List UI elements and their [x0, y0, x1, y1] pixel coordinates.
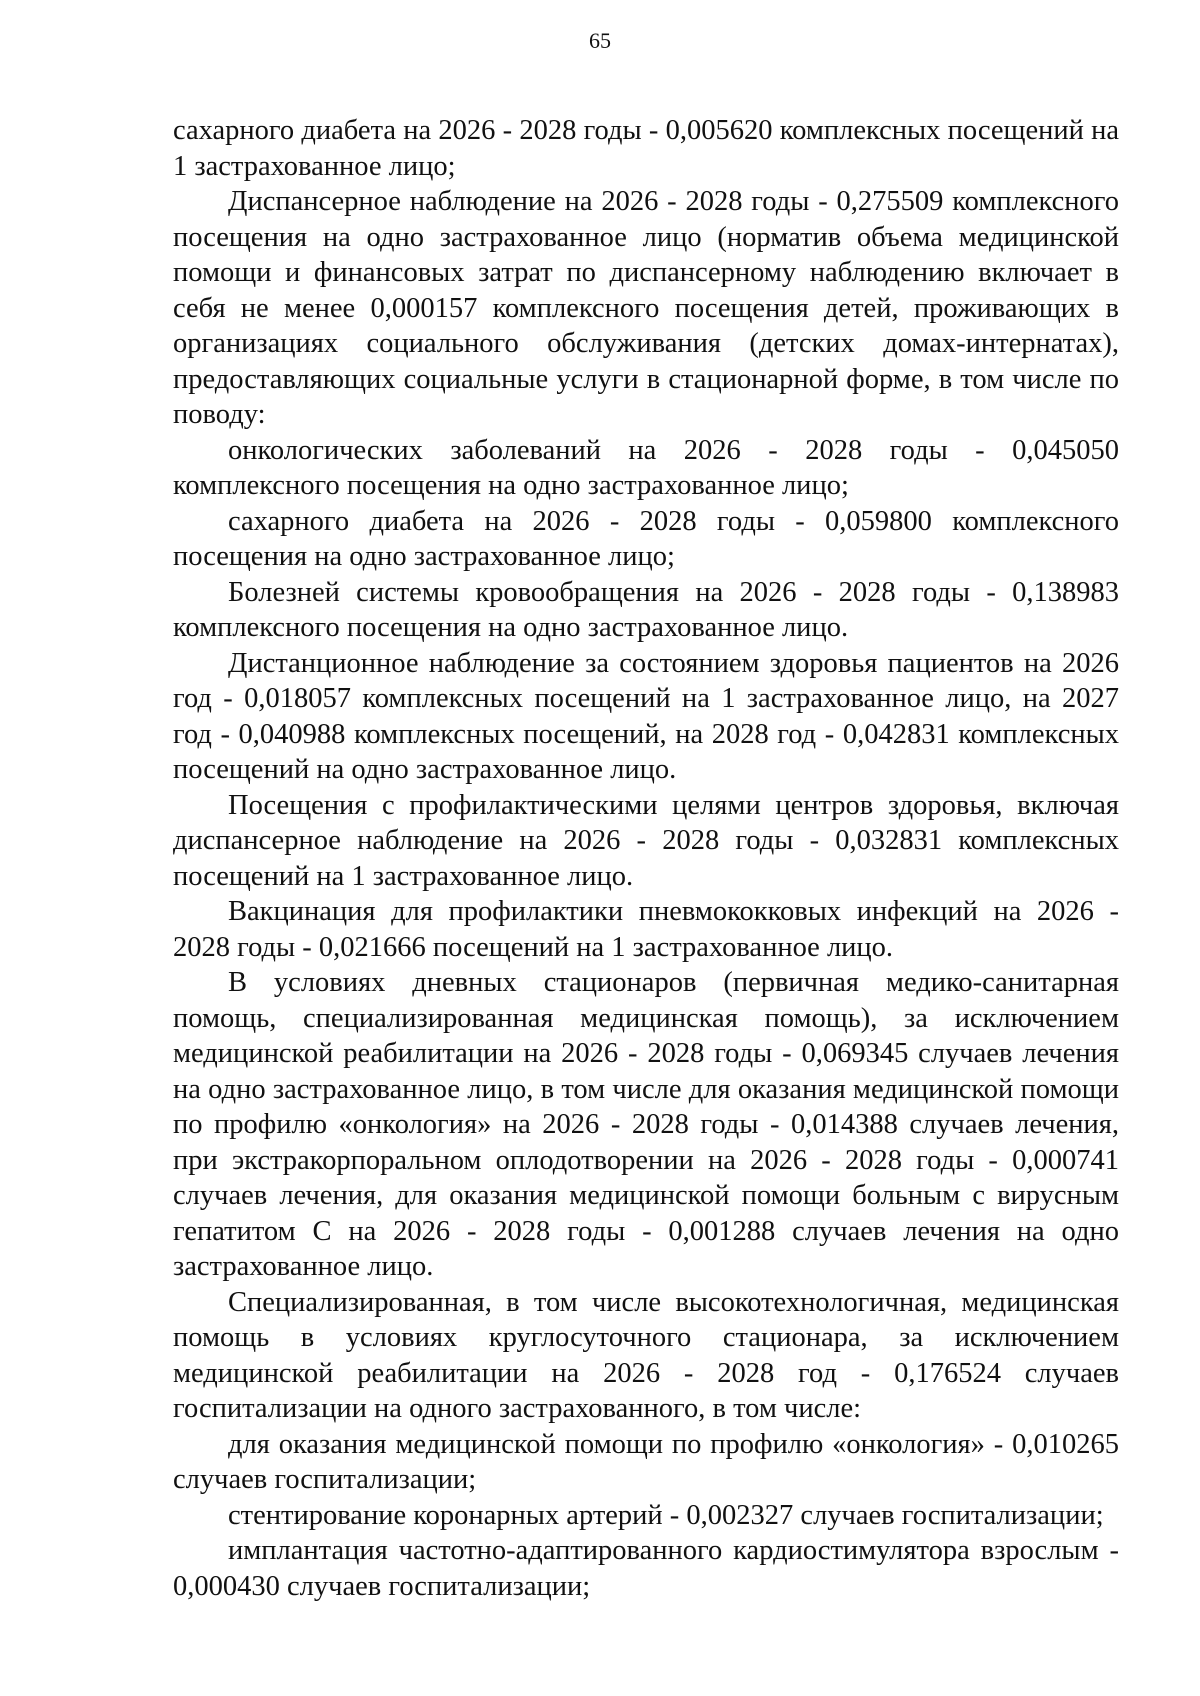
- paragraph: Специализированная, в том числе высокотехнологичная, медицинская помощь в условиях круглосуточного стационара, за исключением медицинской реабилитации на 2026 - 2028 год - 0,176524 случаев госпитализации на одного застрахованного, в том числе:: [173, 1286, 1119, 1424]
- paragraph: для оказания медицинской помощи по профилю «онкология» - 0,010265 случаев госпитализации;: [173, 1428, 1119, 1495]
- paragraph: Дистанционное наблюдение за состоянием здоровья пациентов на 2026 год - 0,018057 комплексных посещений на 1 застрахованное лицо, на 2027 год - 0,040988 комплексных посещений, на 2028 год - 0,042831 комплексных посещений на одно застрахованное лицо.: [173, 647, 1119, 785]
- paragraph: сахарного диабета на 2026 - 2028 годы - 0,005620 комплексных посещений на 1 застрахованное лицо;: [173, 115, 1119, 182]
- paragraph: онкологических заболеваний на 2026 - 2028 годы - 0,045050 комплексного посещения на одно застрахованное лицо;: [173, 434, 1119, 501]
- paragraph: стентирование коронарных артерий - 0,002327 случаев госпитализации;: [228, 1499, 1104, 1531]
- paragraph: В условиях дневных стационаров (первичная медико-санитарная помощь, специализированная медицинская помощь), за исключением медицинской реабилитации на 2026 - 2028 годы - 0,069345 случаев лечения на одно застрахованное лицо, в том числе для оказания медицинской помощи по профилю «онкология» на 2026 - 2028 годы - 0,014388 случаев лечения, при экстракорпоральном оплодотворении на 2026 - 2028 годы - 0,000741 случаев лечения, для оказания медицинской помощи больным с вирусным гепатитом С на 2026 - 2028 годы - 0,001288 случаев лечения на одно застрахованное лицо.: [173, 967, 1119, 1282]
- paragraph: Вакцинация для профилактики пневмококковых инфекций на 2026 - 2028 годы - 0,021666 посещений на 1 застрахованное лицо.: [173, 896, 1119, 963]
- paragraph: Болезней системы кровообращения на 2026 - 2028 годы - 0,138983 комплексного посещения на одно застрахованное лицо.: [173, 576, 1119, 643]
- paragraph: имплантация частотно-адаптированного кардиостимулятора взрослым - 0,000430 случаев госпитализации;: [173, 1535, 1119, 1602]
- page-number: 65: [589, 28, 611, 53]
- paragraph: сахарного диабета на 2026 - 2028 годы - 0,059800 комплексного посещения на одно застрахованное лицо;: [173, 505, 1119, 572]
- paragraph: Диспансерное наблюдение на 2026 - 2028 годы - 0,275509 комплексного посещения на одно застрахованное лицо (норматив объема медицинской помощи и финансовых затрат по диспансерному наблюдению включает в себя не менее 0,000157 комплексного посещения детей, проживающих в организациях социального обслуживания (детских домах-интернатах), предоставляющих социальные услуги в стационарной форме, в том числе по поводу:: [173, 186, 1119, 430]
- paragraph: Посещения с профилактическими целями центров здоровья, включая диспансерное наблюдение на 2026 - 2028 годы - 0,032831 комплексных посещений на 1 застрахованное лицо.: [173, 789, 1119, 892]
- document-body: [173, 113, 1119, 1604]
